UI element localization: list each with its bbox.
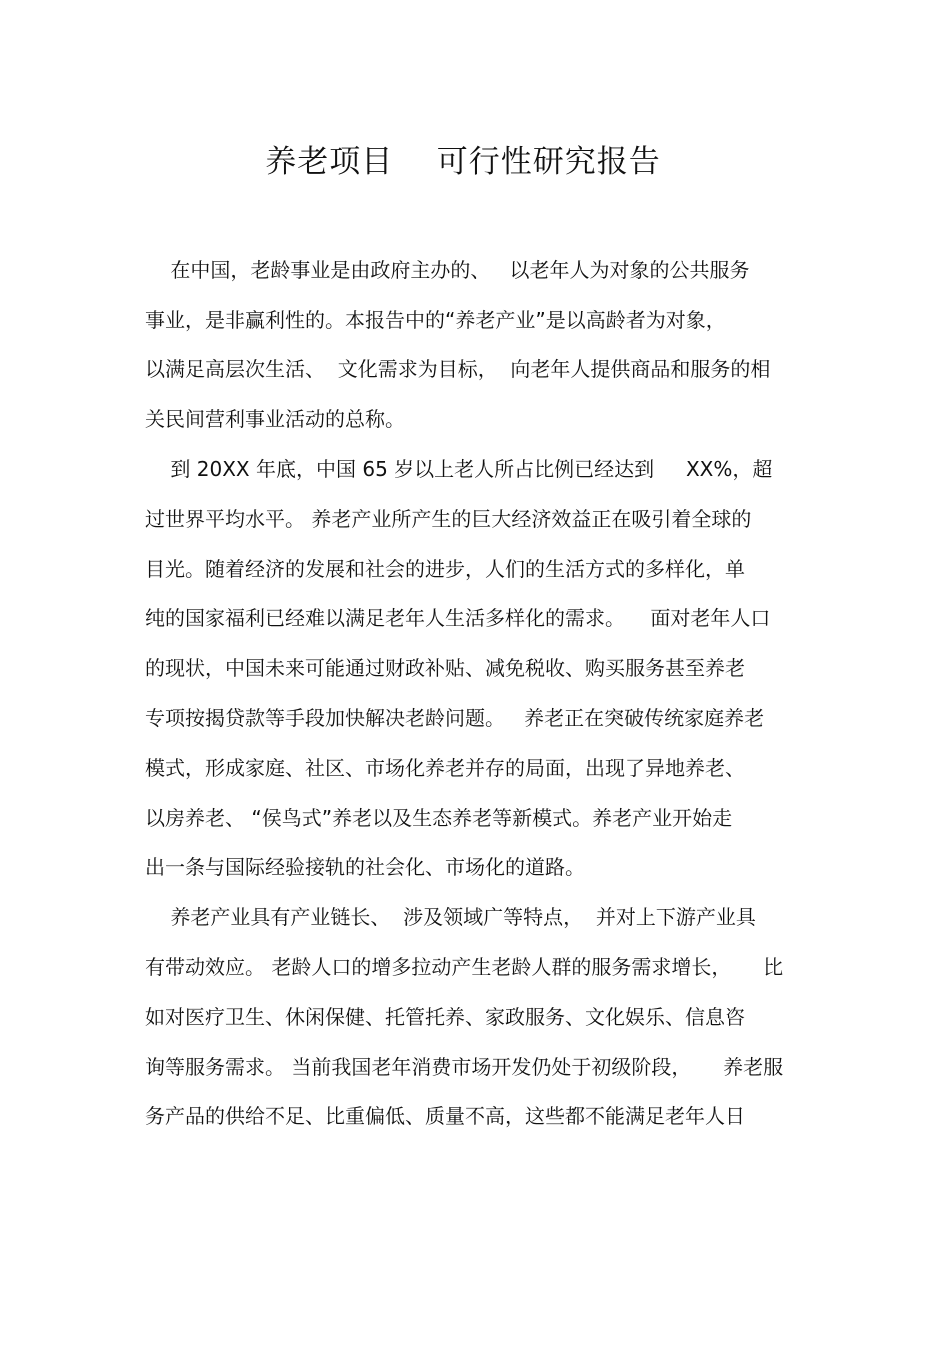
body-line: 关民间营利事业活动的总称。 — [145, 407, 405, 431]
body-line: 如对医疗卫生、休闲保健、托管托养、家政服务、文化娱乐、信息咨 — [145, 1005, 745, 1029]
body-line: 养老产业具有产业链长、 涉及领域广等特点， 并对上下游产业具 — [145, 905, 756, 929]
body-line: 的现状，中国未来可能通过财政补贴、减免税收、购买服务甚至养老 — [145, 656, 745, 680]
body-line: 纯的国家福利已经难以满足老年人生活多样化的需求。 面对老年人口 — [145, 606, 771, 630]
body-line: 务产品的供给不足、比重偏低、质量不高，这些都不能满足老年人日 — [145, 1104, 745, 1128]
body-line: 有带动效应。 老龄人口的增多拉动产生老龄人群的服务需求增长， 比 — [145, 955, 784, 979]
body-line: 在中国，老龄事业是由政府主办的、 以老年人为对象的公共服务 — [145, 258, 750, 282]
body-line: 询等服务需求。 当前我国老年消费市场开发仍处于初级阶段， 养老服 — [145, 1055, 784, 1079]
body-line: 目光。随着经济的发展和社会的进步，人们的生活方式的多样化，单 — [145, 557, 745, 581]
body-line: 出一条与国际经验接轨的社会化、市场化的道路。 — [145, 855, 585, 879]
document-title: 养老项目 可行性研究报告 — [265, 144, 661, 180]
body-line: 以房养老、 “侯鸟式”养老以及生态养老等新模式。养老产业开始走 — [145, 806, 733, 830]
body-line: 事业，是非赢利性的。本报告中的“养老产业”是以高龄者为对象， — [145, 308, 726, 332]
body-line: 到 20XX 年底，中国 65 岁以上老人所占比例已经达到 XX%，超 — [145, 457, 773, 481]
body-line: 模式，形成家庭、社区、市场化养老并存的局面，出现了异地养老、 — [145, 756, 745, 780]
body-line: 过世界平均水平。 养老产业所产生的巨大经济效益正在吸引着全球的 — [145, 507, 752, 531]
body-line: 以满足高层次生活、 文化需求为目标， 向老年人提供商品和服务的相 — [145, 357, 771, 381]
body-line: 专项按揭贷款等手段加快解决老龄问题。 养老正在突破传统家庭养老 — [145, 706, 765, 730]
